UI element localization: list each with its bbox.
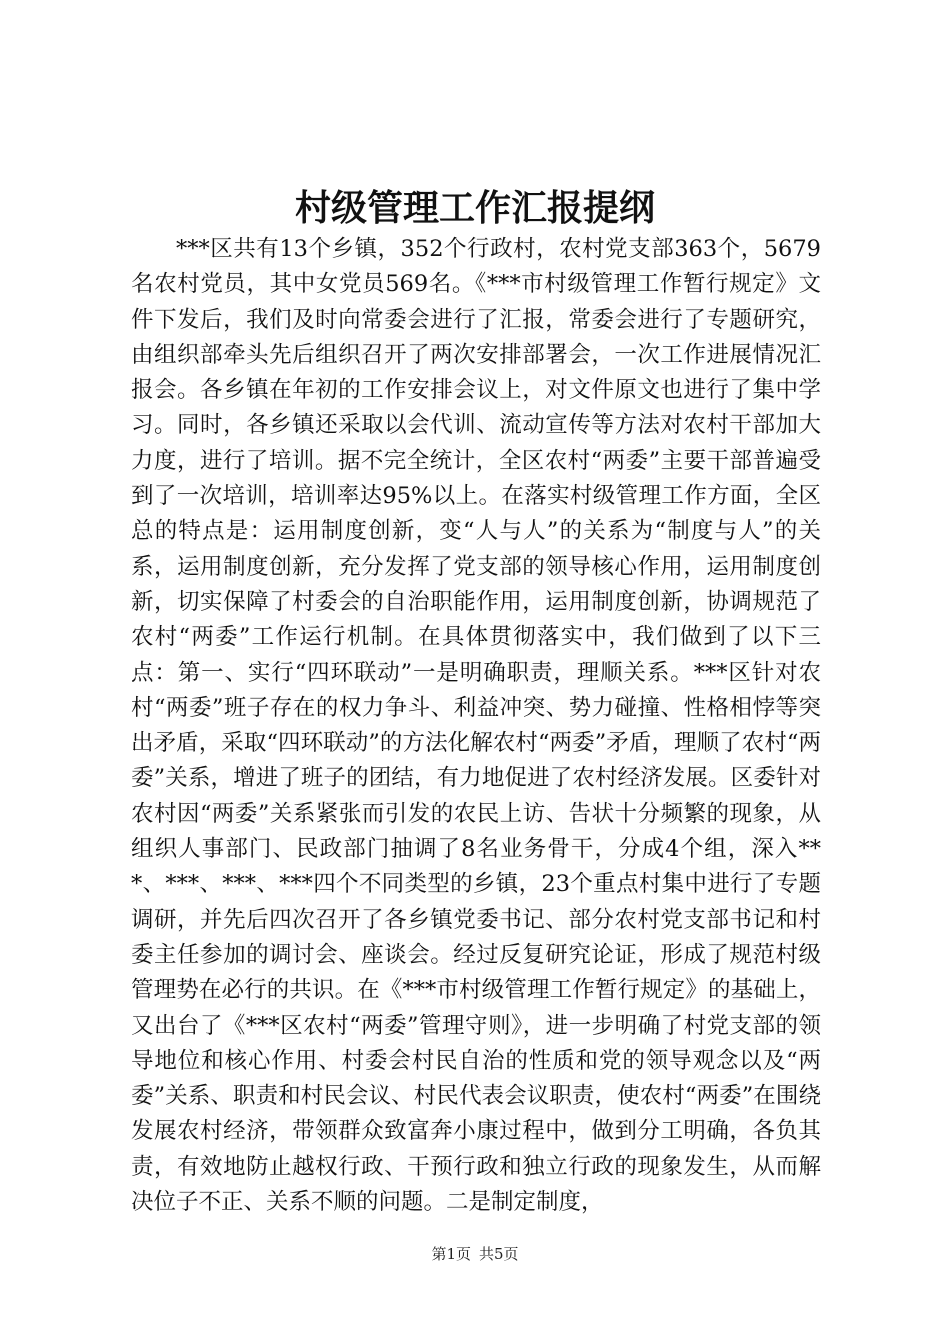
page-number-current: 第1页 — [431, 1245, 471, 1263]
page-number-total: 共5页 — [479, 1245, 519, 1263]
document-body-paragraph: ***区共有13个乡镇，352个行政村，农村党支部363个，5679名农村党员，其中女党员569名。《***市村级管理工作暂行规定》文件下发后，我们及时向常委会进行了汇报，常委会进行了专题研究，由组织部牵头先后组织召开了两次安排部署会，一次工作进展情况汇报会。各乡镇在年初的工作安排会议上，对文件原文也进行了集中学习。同时，各乡镇还采取以会代训、流动宣传等方法对农村干部加大力度，进行了培训。据不完全统计，全区农村“两委”主要干部普遍受到了一次培训，培训率达95%以上。在落实村级管理工作方面，全区总的特点是：运用制度创新，变“人与人”的关系为“制度与人”的关系，运用制度创新，充分发挥了党支部的领导核心作用，运用制度创新，切实保障了村委会的自治职能作用，运用制度创新，协调规范了农村“两委”工作运行机制。在具体贯彻落实中，我们做到了以下三点：第一、实行“四环联动”一是明确职责，理顺关系。***区针对农村“两委”班子存在的权力争斗、利益冲突、势力碰撞、性格相悖等突出矛盾，采取“四环联动”的方法化解农村“两委”矛盾，理顺了农村“两委”关系，增进了班子的团结，有力地促进了农村经济发展。区委针对农村因“两委”关系紧张而引发的农民上访、告状十分频繁的现象，从组织人事部门、民政部门抽调了8名业务骨干，分成4个组，深入***、***、***、***四个不同类型的乡镇，23个重点村集中进行了专题调研，并先后四次召开了各乡镇党委书记、部分农村党支部书记和村委主任参加的调讨会、座谈会。经过反复研究论证，形成了规范村级管理势在必行的共识。在《***市村级管理工作暂行规定》的基础上，又出台了《***区农村“两委”管理守则》，进一步明确了村党支部的领导地位和核心作用、村委会村民自治的性质和党的领导观念以及“两委”关系、职责和村民会议、村民代表会议职责，使农村“两委”在围绕发展农村经济，带领群众致富奔小康过程中，做到分工明确，各负其责，有效地防止越权行政、干预行政和独立行政的现象发生，从而解决位子不正、关系不顺的问题。二是制定制度， — [131, 236, 821, 1216]
page-footer — [0, 1244, 950, 1264]
document-title: 村级管理工作汇报提纲 — [294, 187, 655, 229]
